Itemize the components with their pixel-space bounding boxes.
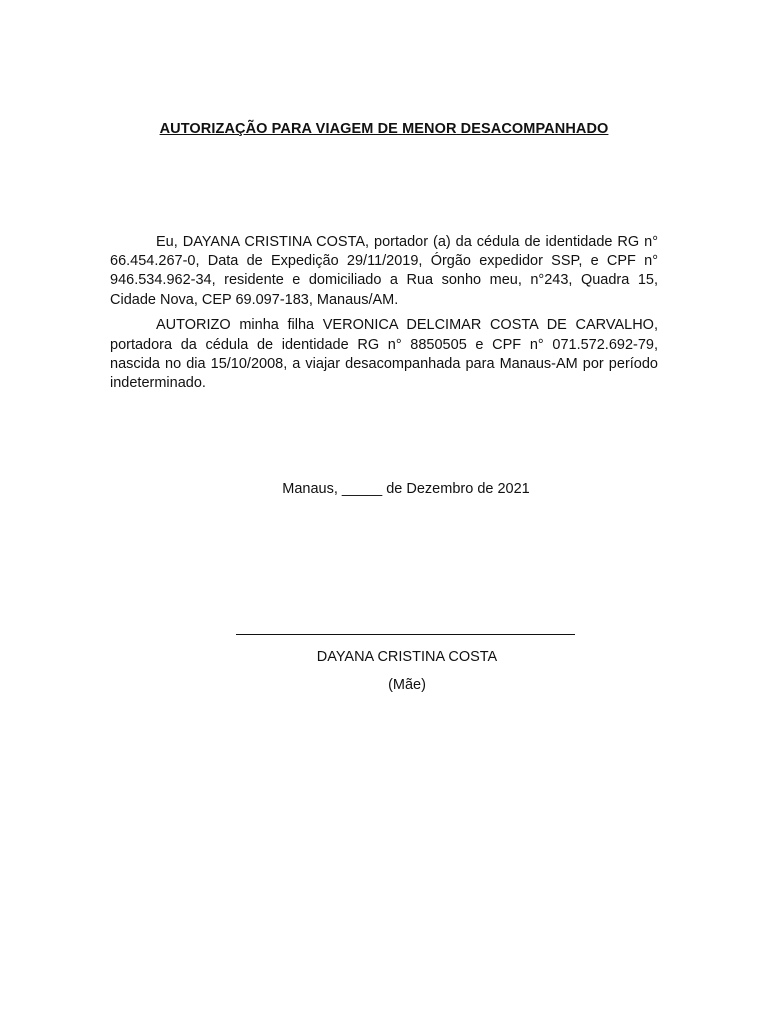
signer-name: DAYANA CRISTINA COSTA: [316, 649, 498, 665]
place-date-line: Manaus, _____ de Dezembro de 2021: [282, 481, 530, 497]
authorization-paragraph: AUTORIZO minha filha VERONICA DELCIMAR COSTA DE CARVALHO, portadora da cédula de identidade RG n° 8850505 e CPF n° 071.572.692-79, nascida no dia 15/10/2008, a viajar desacompanhada para Manaus-AM por período indeterminado.: [110, 317, 658, 391]
document-body: [110, 233, 658, 400]
signature-line: [236, 634, 575, 635]
declarant-paragraph: Eu, DAYANA CRISTINA COSTA, portador (a) da cédula de identidade RG n° 66.454.267-0, Data de Expedição 29/11/2019, Órgão expedidor SSP, e CPF n° 946.534.962-34, residente e domiciliado a Rua sonho meu, n°243, Quadra 15, Cidade Nova, CEP 69.097-183, Manaus/AM.: [110, 234, 658, 308]
signer-role: (Mãe): [388, 677, 426, 693]
document-title: AUTORIZAÇÃO PARA VIAGEM DE MENOR DESACOMPANHADO: [159, 121, 609, 137]
